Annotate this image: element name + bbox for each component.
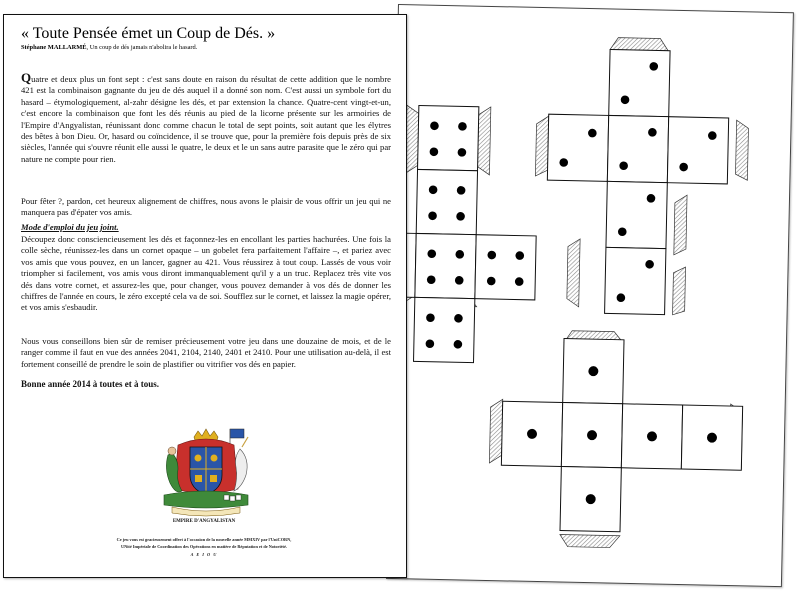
page-title: « Toute Pensée émet un Coup de Dés. » [21, 25, 276, 42]
die-net-ones [488, 329, 744, 550]
epigraph-citation [21, 44, 197, 51]
footer-line-1: Ce jeu vous est gracieusement offert à l'occasion de la nouvelle année MMXIV par l'UniCORN, [116, 537, 292, 542]
offer-paragraph: Pour fêter ?, pardon, cet heureux alignement de chiffres, nous avons le plaisir de vous offrir un jeu qui ne manquera pas d'épater vos amis. [21, 196, 391, 218]
die-net-twos [533, 36, 751, 316]
footer-line-2: UNité Impériale de Coordination des Opérations en matière de Réputation et de Notoriété. [121, 544, 287, 549]
epigraph-author: Stéphane MALLARMÉ [21, 44, 87, 51]
new-year-greeting: Bonne année 2014 à toutes et à tous. [21, 379, 160, 389]
glue-tab [610, 37, 668, 50]
instructions-paragraph: Découpez donc consciencieusement les dés et façonnez-les en encollant les parties hachurées. Une fois la colle sèche, réunissez-les dans un cornet opaque – un gobelet fera parfaitement l'affaire –, et pariez avec vos amis que vous pouvez, en un lancer, gagner au 421. Vous réussirez à tout coup. Lassés de vous voir triompher si facilement, vos amis vous diront immanquablement qu'il y a un truc. Replacez très vite vos dés dans votre cornet, et assurez-les que, pour changer, vous pouvez demander à vos dés de donner les chiffres de l'année en cours, le zéro excepté cela va de soi. Soufflez sur le cornet, et laissez la magie opérer, et vos amis s'esbaudir. [21, 234, 391, 313]
die-face [605, 247, 666, 314]
glue-tab [405, 105, 418, 173]
die-face [609, 49, 670, 116]
glue-tab [560, 535, 620, 548]
die-face [414, 297, 475, 362]
coat-of-arms-emblem [154, 425, 258, 517]
glue-tab [735, 120, 748, 180]
empire-name-caption: EMPIRE D'ANGYALISTAN [172, 519, 236, 524]
dice-nets-illustration [387, 5, 793, 586]
die-face [606, 181, 667, 248]
instructions-heading: Mode d'emploi du jeu joint. [21, 222, 119, 232]
die-face [667, 117, 728, 184]
glue-tab [567, 239, 580, 307]
die-face [475, 235, 536, 300]
epigraph-work: , Un coup de dés jamais n'abolira le hasard. [86, 44, 198, 51]
die-face [607, 115, 668, 182]
glue-tab [674, 195, 687, 255]
glue-tab [477, 107, 490, 175]
die-face [418, 105, 479, 170]
footer-motto: A E I O U [190, 552, 218, 557]
intro-paragraph: Quatre et deux plus un font sept : c'est sans doute en raison du résultat de cette addition que le nombre 421 est la combinaison gagnante du jeu de dés auquel il a donné son nom. C'est aussi un symbole fort du hasard – étymologiquement, al-zahr désigne les dés, et par extension la chance. Quatre-cent vingt-et-un, c'est encore la combinaison que font les dés réunis au pied de la licorne présente sur les armoiries de l'Empire d'Angyalistan, réunissant donc comme chacun le total de sept points, soit autant que les élytres des bêtes à bon Dieu. Or, hasard ou coïncidence, il se trouve que, pour la première fois depuis près de six siècles, l'année qui s'ouvre réunit elle aussi le quatre, le deux et le un sans autre parasite que le zéro qui par nature ne compte pour rien. [21, 70, 391, 164]
die-face [416, 169, 477, 234]
storage-paragraph: Nous vous conseillons bien sûr de remiser précieusement votre jeu dans une douzaine de mois, et de le ranger comme il faut en vue des années 2041, 2104, 2140, 2401 et 2410. Pour une utilisation au-delà, il est fortement conseillé de prendre le soin de plastifier ou vitrifier vos dés en papier. [21, 336, 391, 369]
die-face [547, 114, 608, 181]
glue-tab [489, 399, 502, 463]
glue-tab [673, 267, 686, 315]
glue-tab [535, 116, 548, 176]
dice-template-sheet [386, 4, 794, 587]
die-face [415, 233, 476, 298]
letter-sheet [3, 14, 407, 578]
